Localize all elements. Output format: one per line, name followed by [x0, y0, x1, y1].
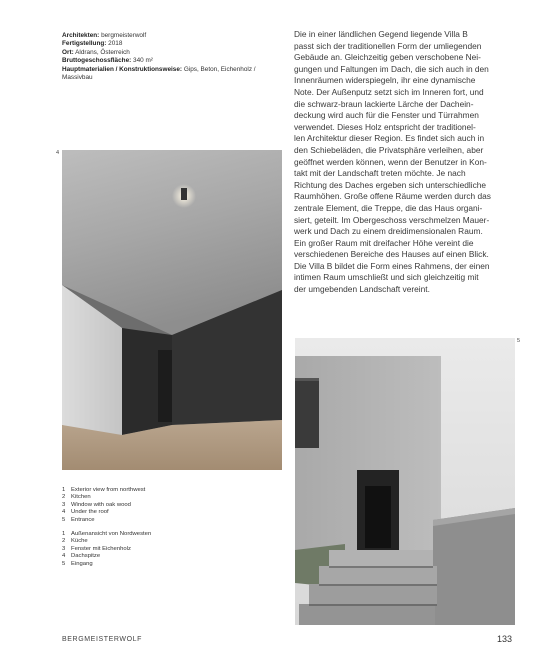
body-text	[294, 29, 518, 296]
caption-item: 5 Eingang	[62, 560, 93, 567]
body-text-line: len Architektur dieser Region. Es findet sich auch in	[294, 133, 485, 144]
body-text-line: intimen Raum umschließt und sich gleichzeitig mit	[294, 272, 479, 283]
body-text-line: werk und Dach zu einem dreidimensionalen Raum.	[294, 226, 483, 237]
body-text-line: Die in einer ländlichen Gegend liegende Villa B	[294, 29, 468, 39]
area-label: Bruttogeschossfläche:	[62, 57, 132, 65]
body-text-line: siert, geteilt. Im Obergeschoss verschmelzen Mauer-	[294, 214, 490, 225]
project-metadata	[62, 32, 284, 82]
body-text-line: Die Villa B bildet die Form eines Rahmens, der einen	[294, 260, 490, 271]
captions-german	[62, 531, 151, 568]
photo-entrance	[295, 338, 515, 625]
caption-item: 3 Fenster mit Eichenholz	[62, 545, 131, 552]
body-text-line: zentrale Element, die Treppe, die das Haus organi-	[294, 202, 483, 213]
body-text-line: Ein großer Raum mit dreifacher Höhe vereint die	[294, 237, 474, 248]
completion-value: 2018	[108, 40, 123, 48]
page-number: 133	[497, 634, 513, 644]
body-text-line: der umgebenden Landschaft vereint.	[294, 284, 430, 295]
caption-item: 2 Kitchen	[62, 494, 91, 501]
body-text-line: verschiedenen Bereiche des Hauses auf einen Blick.	[294, 249, 489, 260]
body-text-line: deckung wird auch für die Fenster und Türrahmen	[294, 110, 479, 121]
completion-label: Fertigstellung:	[62, 40, 107, 48]
body-text-line: Richtung des Daches ergeben sich unterschiedliche	[294, 179, 487, 190]
body-text-line: gungen und Faltungen im Dach, die sich auch in den	[294, 63, 489, 74]
body-text-line: die schwarz-braun lackierte Lärche der Dachein-	[294, 98, 474, 109]
body-text-line: Raumhöhen. Große offene Räume werden durch das	[294, 191, 491, 202]
materials-value: Gips, Beton, Eichenholz / Massivbau	[62, 65, 256, 82]
body-text-line: passt sich der traditionellen Form der umliegenden	[294, 40, 482, 51]
body-text-line: den Schiebeläden, die Privatsphäre verleihen, aber	[294, 144, 484, 155]
caption-item: 3 Window with oak wood	[62, 501, 131, 508]
figure-number-5: 5	[517, 338, 521, 344]
architects-label: Architekten:	[62, 32, 100, 39]
body-text-line: geöffnet werden können, wenn der Benutzer in Kon-	[294, 156, 487, 167]
figure-number-4: 4	[56, 150, 60, 156]
photo-under-the-roof	[62, 150, 282, 470]
caption-item: 1 Außenansicht von Nordwesten	[62, 531, 152, 537]
caption-item: 5 Entrance	[62, 516, 95, 523]
body-text-line: Gebäude an. Gleichzeitig geben verschobene Nei-	[294, 52, 481, 63]
materials-label: Hauptmaterialien / Konstruktionsweise:	[62, 65, 183, 73]
caption-item: 2 Küche	[62, 538, 88, 545]
caption-item: 4 Dachspitze	[62, 553, 101, 560]
footer-section-title: BERGMEISTERWOLF	[62, 636, 143, 643]
body-text-line: Note. Der Außenputz setzt sich im Inneren fort, und	[294, 86, 484, 97]
location-value: Aldrans, Österreich	[75, 48, 130, 56]
caption-item: 4 Under the roof	[62, 509, 109, 516]
area-value: 340 m²	[133, 57, 153, 65]
architects-value: bergmeisterwolf	[101, 32, 147, 39]
body-text-line: Innenräumen widerspiegeln, ihr eine dynamische	[294, 75, 476, 86]
captions-english	[62, 487, 145, 524]
body-text-line: takt mit der Landschaft treten möchte. Je nach	[294, 168, 466, 179]
body-text-line: verwendet. Dieses Holz entspricht der traditionel-	[294, 121, 476, 132]
caption-item: 1 Exterior view from northwest	[62, 487, 146, 493]
location-label: Ort:	[62, 48, 74, 56]
